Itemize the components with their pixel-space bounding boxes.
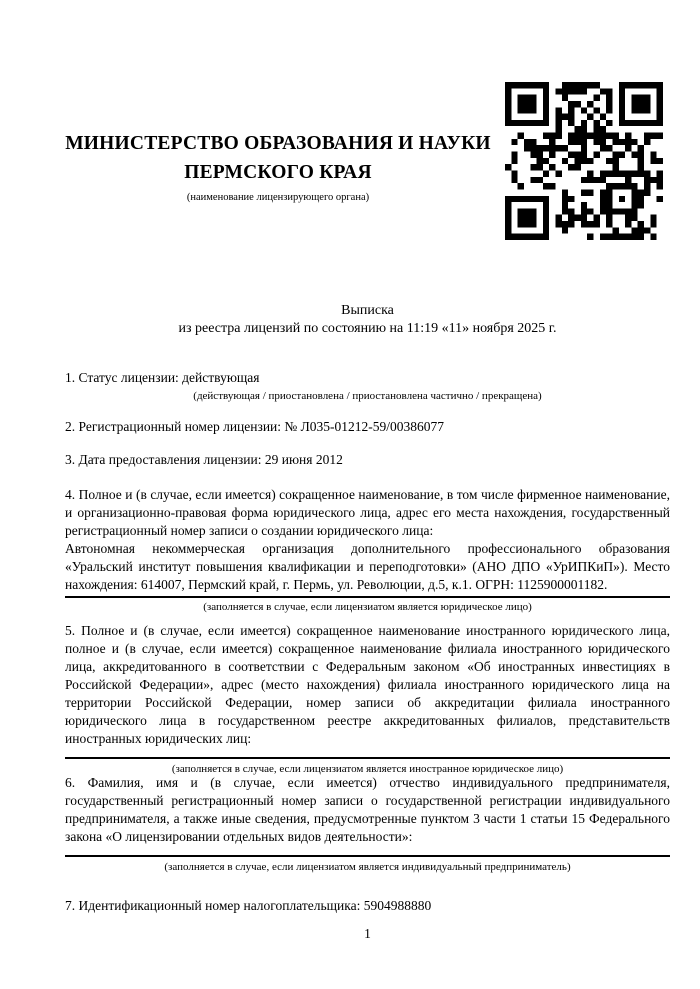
- foreign-entity-caption: (заполняется в случае, если лицензиатом является иностранное юридическое лицо): [171, 763, 564, 775]
- legal-entity-label: 4. Полное и (в случае, если имеется) сокращенное наименование, в том числе фирменное наименование, и организационно-правовая форма юридического лица, адрес его места нахождения, государственный регистрационный номер записи о создании юридического лица:: [65, 487, 670, 538]
- individual-entrepreneur-label: 6. Фамилия, имя и (в случае, если имеется) отчество индивидуального предпринимателя, государственный регистрационный номер записи о государственной регистрации индивидуального предпринимателя, а также иные сведения, предусмотренные пунктом 3 части 1 статьи 15 Федерального закона «О лицензировании отдельных видов деятельности»:: [65, 775, 670, 844]
- empty-value-gap: [65, 748, 670, 757]
- legal-entity-caption: (заполняется в случае, если лицензиатом является юридическое лицо): [203, 601, 532, 613]
- ministry-name-line1: МИНИСТЕРСТВО ОБРАЗОВАНИЯ И НАУКИ: [65, 133, 491, 154]
- document-title-line1: Выписка: [341, 303, 394, 318]
- fill-line: [65, 855, 670, 857]
- foreign-entity-label: 5. Полное и (в случае, если имеется) сокращенное наименование иностранного юридического лица, полное и (в случае, если имеется) сокращенное наименование филиала иностранного юридического лица, аккредитованного в соответствии с Федеральным законом «Об иностранных инвестициях в Российской Федерации», адрес (место нахождения) филиала иностранного юридического лица на территории Российской Федерации, номер записи об аккредитации филиала иностранного юридического лица в государственном реестре аккредитованных филиалов, представительств иностранных юридических лиц:: [65, 623, 670, 746]
- taxpayer-number-item: 7. Идентификационный номер налогоплательщика: 5904988880: [65, 898, 432, 913]
- authority-name-caption: (наименование лицензирующего органа): [186, 192, 370, 203]
- qr-code-icon: [505, 82, 663, 240]
- status-options-caption: (действующая / приостановлена / приостановлена частично / прекращена): [193, 390, 542, 402]
- legal-entity-value: Автономная некоммерческая организация дополнительного профессионального образования «Уральский институт повышения квалификации и переподготовки» (АНО ДПО «УрИПКиП»). Место нахождения: 614007, Пермский край, г. Пермь, ул. Революции, д.5, к.1. ОГРН: 1125900001182.: [65, 541, 670, 592]
- license-status-text: 1. Статус лицензии: действующая: [65, 370, 260, 385]
- fill-line: [65, 596, 670, 598]
- individual-entrepreneur-item: [65, 774, 670, 874]
- license-status-item: [65, 369, 670, 403]
- legal-entity-item: [65, 486, 670, 614]
- registration-number-item: 2. Регистрационный номер лицензии: № Л035-01212-59/00386077: [65, 419, 445, 434]
- individual-entrepreneur-caption: (заполняется в случае, если лицензиатом является индивидуальный предприниматель): [164, 861, 571, 873]
- empty-value-gap: [65, 846, 670, 855]
- page-number: 1: [364, 926, 371, 941]
- fill-line: [65, 757, 670, 759]
- document-title-line2: из реестра лицензий по состоянию на 11:19 «11» ноября 2025 г.: [178, 321, 557, 336]
- grant-date-item: 3. Дата предоставления лицензии: 29 июня 2012: [65, 452, 343, 467]
- foreign-entity-item: [65, 622, 670, 776]
- ministry-name-line2: ПЕРМСКОГО КРАЯ: [184, 162, 372, 183]
- licensing-authority-header: [65, 129, 491, 204]
- document-title: [65, 302, 670, 338]
